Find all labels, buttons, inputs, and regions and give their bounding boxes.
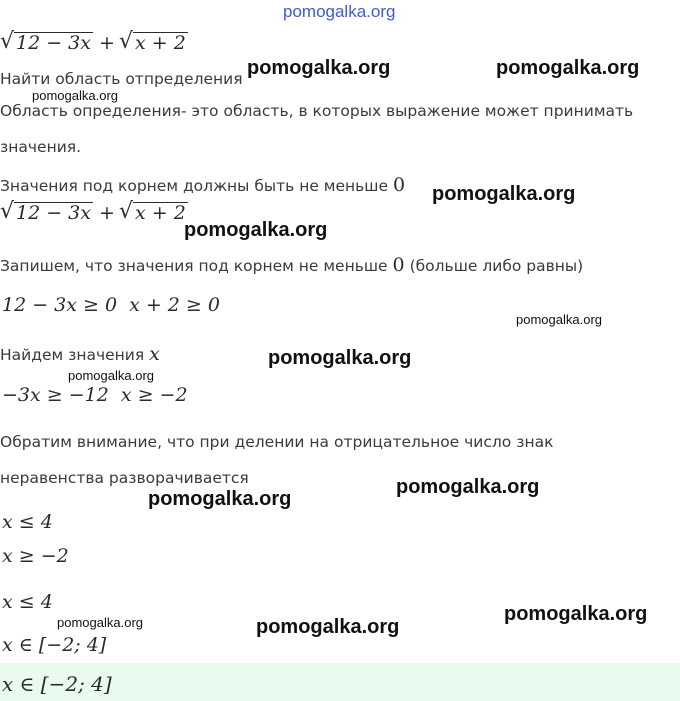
watermark-top[interactable]: pomogalka.org: [283, 2, 396, 21]
result-x-le-4: x ≤ 4: [2, 511, 53, 533]
result-x-ge-minus-2: x ≥ −2: [2, 545, 69, 567]
watermark: pomogalka.org: [256, 616, 400, 638]
task-text: Найти область отпределения: [0, 70, 243, 88]
zero-value: 0: [392, 254, 405, 276]
sqrt-term-1: √ 12 − 3x: [2, 32, 93, 54]
watermark: pomogalka.org: [148, 488, 292, 510]
watermark: pomogalka.org: [396, 476, 540, 498]
watermark-small: pomogalka.org: [68, 368, 154, 383]
sqrt-term-2: √ x + 2: [121, 32, 188, 54]
watermark: pomogalka.org: [432, 183, 576, 205]
watermark-small: pomogalka.org: [57, 615, 143, 630]
inequality-fourth: x ≥ −2: [120, 384, 188, 406]
final-answer: x ∈ [−2; 4]: [2, 672, 112, 696]
under-root-text: Значения под корнем должны быть не меньше 0: [0, 174, 406, 196]
watermark: pomogalka.org: [268, 347, 412, 369]
variable-x: x: [149, 343, 160, 365]
inequality-second: x + 2 ≥ 0: [129, 294, 220, 316]
sqrt-term-1: √ 12 − 3x: [2, 202, 93, 224]
sqrt-term-2: √ x + 2: [121, 202, 188, 224]
expression-line: [2, 32, 188, 54]
inequality-system-2: [2, 384, 188, 406]
plus-sign: +: [99, 32, 115, 54]
watermark: pomogalka.org: [184, 219, 328, 241]
watermark: pomogalka.org: [504, 603, 648, 625]
inequality-system-1: [2, 294, 220, 316]
plus-sign: +: [99, 202, 115, 224]
watermark-small: pomogalka.org: [32, 88, 118, 103]
inequality-third: −3x ≥ −12: [2, 384, 109, 406]
interval-result: x ∈ [−2; 4]: [2, 634, 107, 656]
zero-value: 0: [392, 174, 406, 196]
note-line-2: неравенства разворачивается: [0, 469, 249, 487]
definition-line-1: Область определения- это область, в которых выражение может принимать: [0, 102, 634, 120]
definition-line-2: значения.: [0, 138, 82, 156]
find-text: Найдем значения x: [0, 343, 160, 365]
expression-line-repeat: [2, 202, 188, 224]
watermark: pomogalka.org: [247, 57, 391, 79]
write-text: Запишем, что значения под корнем не меньше 0 (больше либо равны): [0, 254, 584, 276]
inequality-first: 12 − 3x ≥ 0: [2, 294, 118, 316]
watermark-small: pomogalka.org: [516, 312, 602, 327]
watermark: pomogalka.org: [496, 57, 640, 79]
result-x-le-4-again: x ≤ 4: [2, 591, 53, 613]
note-line-1: Обратим внимание, что при делении на отрицательное число знак: [0, 433, 554, 451]
